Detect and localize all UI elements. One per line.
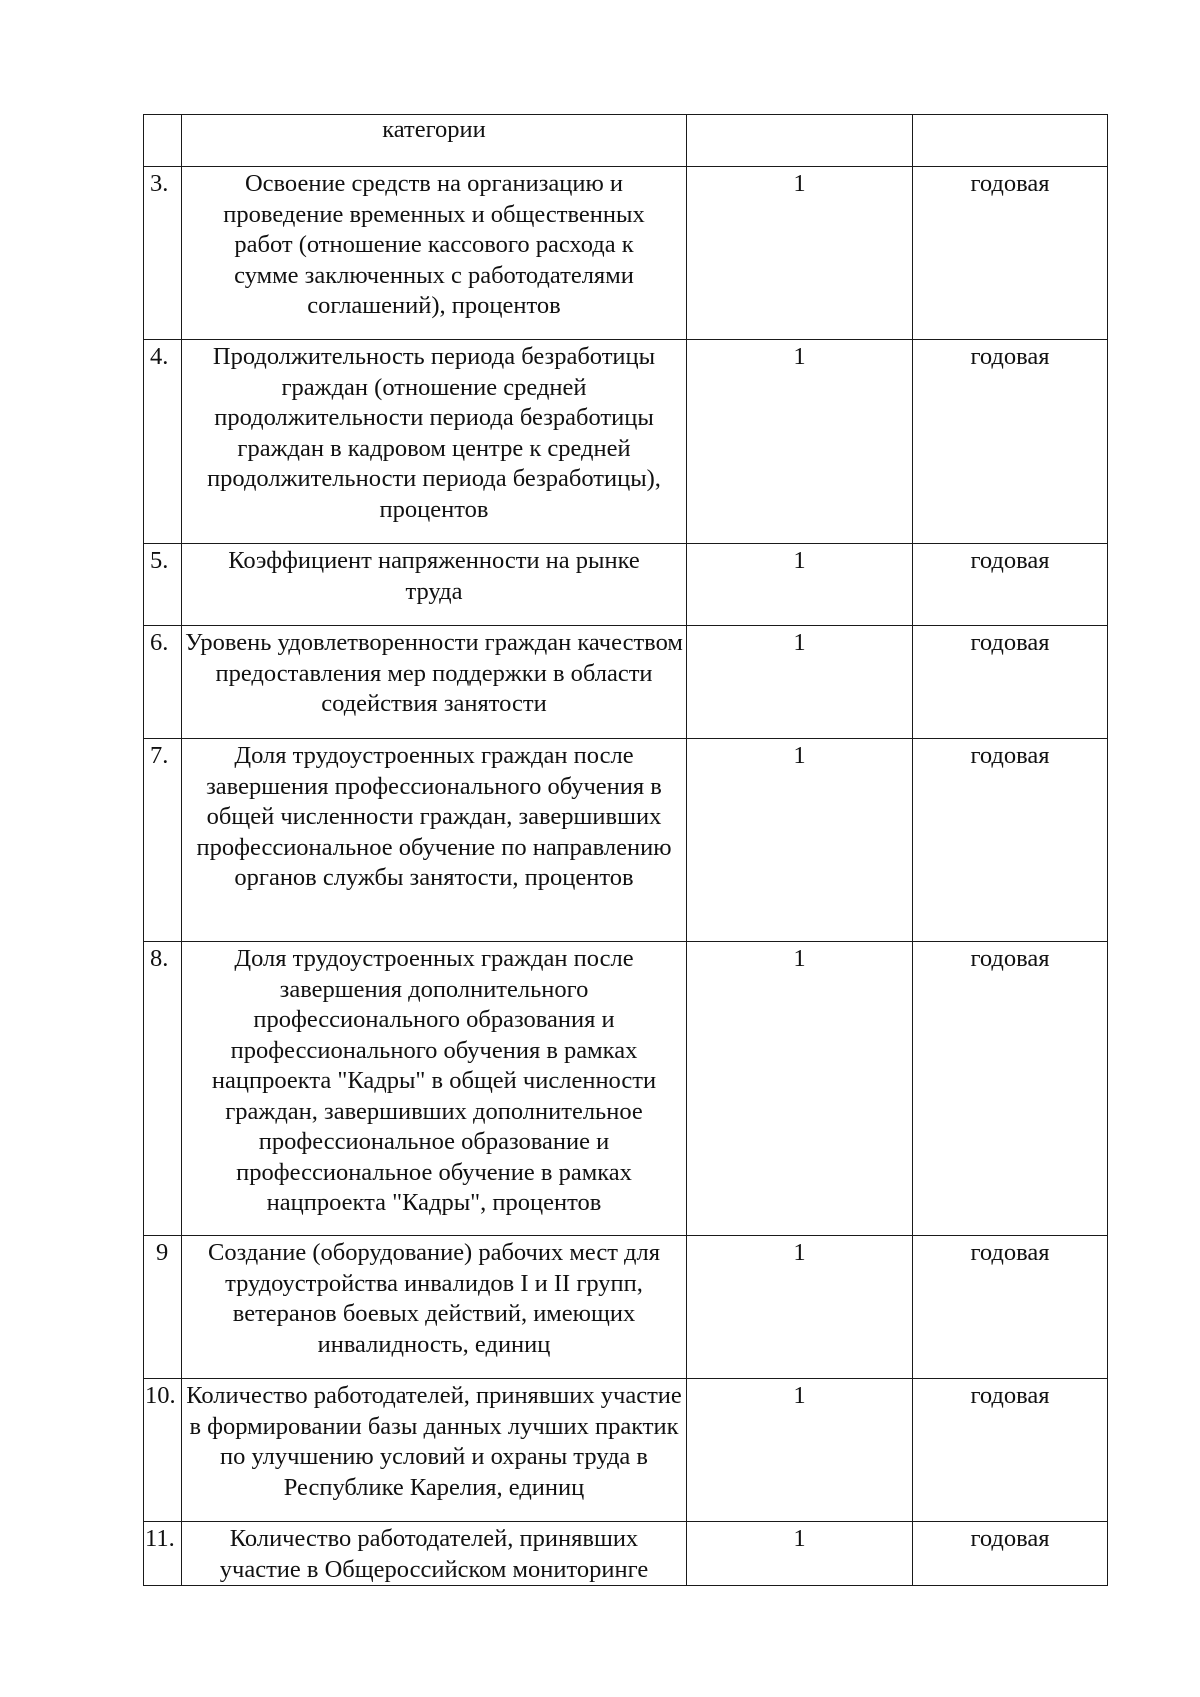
indicator-periodicity: годовая (913, 1522, 1108, 1586)
table-row (144, 739, 1108, 942)
indicator-periodicity: годовая (913, 739, 1108, 942)
indicator-periodicity: годовая (913, 167, 1108, 340)
row-number: 8. (144, 942, 182, 1236)
indicator-name: Создание (оборудование) рабочих мест для трудоустройства инвалидов I и II групп, ветеранов боевых действий, имеющих инвалидность, единиц (182, 1236, 687, 1379)
indicator-periodicity (913, 115, 1108, 167)
row-number: 10. (144, 1379, 182, 1522)
indicator-name: Продолжительность периода безработицы граждан (отношение средней продолжительности периода безработицы граждан в кадровом центре к средней продолжительности периода безработицы), процентов (182, 340, 687, 544)
indicator-periodicity: годовая (913, 340, 1108, 544)
indicator-value: 1 (687, 739, 913, 942)
row-number: 6. (144, 626, 182, 739)
indicator-name: категории (182, 115, 687, 167)
row-number: 7. (144, 739, 182, 942)
table-row (144, 1379, 1108, 1522)
indicator-value: 1 (687, 340, 913, 544)
table-row (144, 544, 1108, 626)
table-row (144, 1522, 1108, 1586)
indicator-value: 1 (687, 167, 913, 340)
indicator-value: 1 (687, 544, 913, 626)
indicator-value: 1 (687, 1236, 913, 1379)
indicator-name: Доля трудоустроенных граждан после завершения профессионального обучения в общей численности граждан, завершивших профессиональное обучение по направлению органов службы занятости, процентов (182, 739, 687, 942)
indicator-name: Количество работодателей, принявших участие в формировании базы данных лучших практик по улучшению условий и охраны труда в Республике Карелия, единиц (182, 1379, 687, 1522)
indicator-name: Количество работодателей, принявших участие в Общероссийском мониторинге (182, 1522, 687, 1586)
indicator-periodicity: годовая (913, 544, 1108, 626)
row-number: 5. (144, 544, 182, 626)
indicator-name: Уровень удовлетворенности граждан качеством предоставления мер поддержки в области содействия занятости (182, 626, 687, 739)
indicators-table (143, 114, 1108, 1586)
indicator-name: Коэффициент напряженности на рынке труда (182, 544, 687, 626)
indicator-name: Доля трудоустроенных граждан после завершения дополнительного профессионального образования и профессионального обучения в рамках нацпроекта "Кадры" в общей численности граждан, завершивших дополнительное профессиональное образование и профессиональное обучение в рамках нацпроекта "Кадры", процентов (182, 942, 687, 1236)
table-row (144, 626, 1108, 739)
indicator-value: 1 (687, 942, 913, 1236)
indicator-value: 1 (687, 1379, 913, 1522)
indicator-periodicity: годовая (913, 626, 1108, 739)
table-row (144, 1236, 1108, 1379)
indicator-value: 1 (687, 626, 913, 739)
table-row (144, 340, 1108, 544)
indicator-periodicity: годовая (913, 1236, 1108, 1379)
row-number: 9 (144, 1236, 182, 1379)
row-number: 4. (144, 340, 182, 544)
table-row (144, 115, 1108, 167)
table-row (144, 167, 1108, 340)
indicator-periodicity: годовая (913, 942, 1108, 1236)
row-number: 11. (144, 1522, 182, 1586)
indicator-name: Освоение средств на организацию и проведение временных и общественных работ (отношение кассового расхода к сумме заключенных с работодателями соглашений), процентов (182, 167, 687, 340)
table-row (144, 942, 1108, 1236)
indicator-value: 1 (687, 1522, 913, 1586)
row-number (144, 115, 182, 167)
indicator-value (687, 115, 913, 167)
row-number: 3. (144, 167, 182, 340)
indicator-periodicity: годовая (913, 1379, 1108, 1522)
